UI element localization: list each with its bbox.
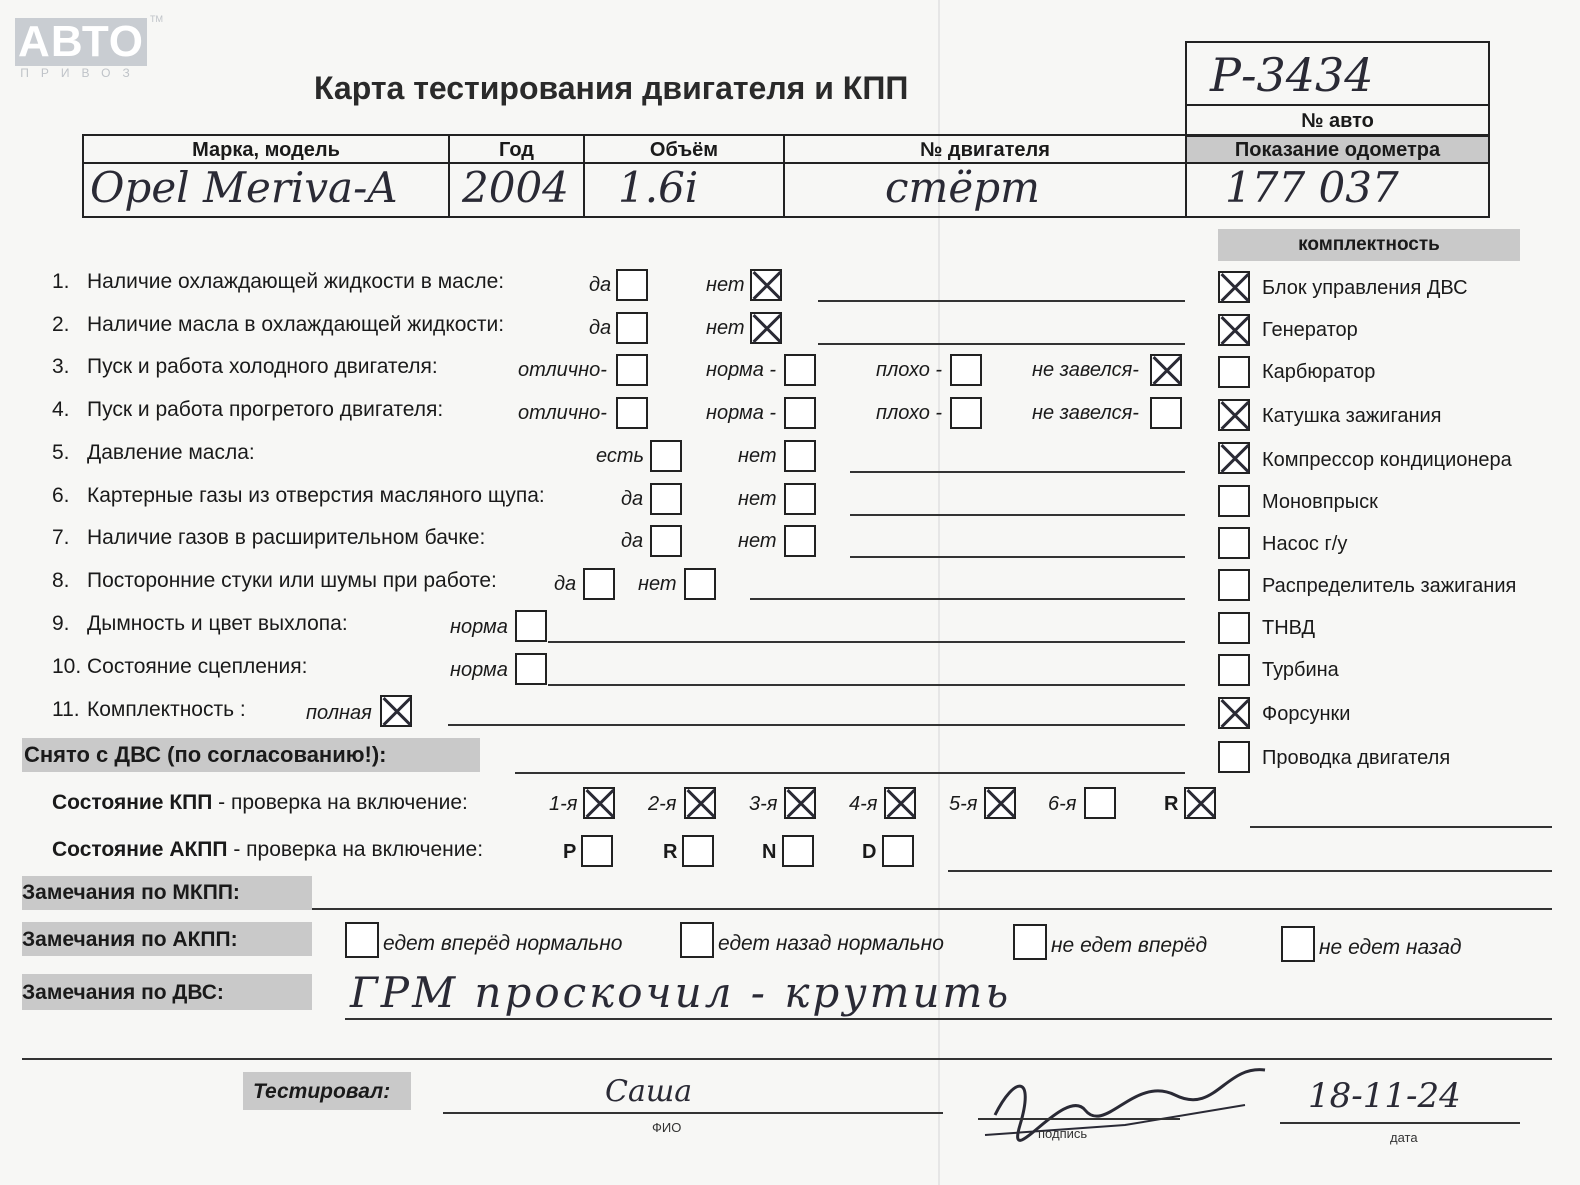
completeness-title: комплектность: [1298, 234, 1440, 255]
auto-number-value: Р-3434: [1210, 48, 1374, 102]
question-text: Наличие масла в охлаждающей жидкости:: [87, 313, 505, 336]
option-label: нет: [738, 488, 777, 510]
checkbox-bad[interactable]: [950, 354, 982, 386]
akpp-remark-checkbox[interactable]: [1013, 924, 1047, 960]
option-label: нет: [738, 530, 777, 552]
option-label: да: [589, 317, 612, 339]
mode-label: P: [563, 841, 577, 863]
option-label: отлично-: [518, 359, 607, 381]
question-text: Состояние сцепления:: [87, 655, 308, 678]
mode-label: N: [762, 841, 777, 863]
completeness-item: Карбюратор: [1262, 361, 1376, 383]
checkbox-no[interactable]: [784, 483, 816, 515]
removed-label: Снято с ДВС (по согласованию!):: [24, 742, 387, 767]
gear-checkbox[interactable]: [1084, 787, 1116, 819]
question-number: 6.: [52, 484, 70, 507]
checkbox-yes[interactable]: [583, 568, 615, 600]
auto-number-label: № авто: [1301, 110, 1374, 132]
gear-checkbox[interactable]: [583, 787, 615, 819]
checkbox-ac-compressor[interactable]: [1218, 442, 1250, 474]
odometer-label: Показание одометра: [1234, 139, 1441, 161]
question-text: Посторонние стуки или шумы при работе:: [87, 569, 497, 592]
checkbox-engine-wiring[interactable]: [1218, 741, 1250, 773]
checkbox-no[interactable]: [784, 440, 816, 472]
question-number: 9.: [52, 612, 70, 635]
option-label: не завелся-: [1032, 402, 1139, 424]
engine-number-value: стёрт: [885, 163, 1040, 212]
tested-label: Тестировал:: [253, 1080, 391, 1103]
test-date: 18-11-24: [1308, 1076, 1461, 1116]
option-label: нет: [738, 445, 777, 467]
akpp-remark-option: едет вперёд нормально: [383, 932, 623, 955]
checkbox-normal[interactable]: [784, 397, 816, 429]
question-text: Картерные газы из отверстия масляного щупа:: [87, 484, 545, 507]
checkbox-mono-injection[interactable]: [1218, 485, 1250, 517]
option-label: норма: [450, 659, 508, 681]
checkbox-normal[interactable]: [515, 653, 547, 685]
option-label: не завелся-: [1032, 359, 1139, 381]
option-label: плохо -: [876, 402, 943, 424]
gear-checkbox[interactable]: [784, 787, 816, 819]
gear-label: 6-я: [1048, 793, 1077, 815]
question-text: Комплектность :: [87, 698, 246, 721]
checkbox-not-started[interactable]: [1150, 397, 1182, 429]
checkbox-excellent[interactable]: [616, 397, 648, 429]
checkbox-not-started[interactable]: [1150, 354, 1182, 386]
question-number: 3.: [52, 355, 70, 378]
checkbox-yes[interactable]: [616, 312, 648, 344]
checkbox-excellent[interactable]: [616, 354, 648, 386]
kpp-label: Состояние КПП - проверка на включение:: [52, 791, 468, 814]
dvs-remarks-label: Замечания по ДВС:: [22, 981, 224, 1004]
question-text: Дымность и цвет выхлопа:: [87, 612, 348, 635]
option-label: норма -: [706, 402, 777, 424]
option-label: нет: [638, 573, 677, 595]
checkbox-power-steering-pump[interactable]: [1218, 527, 1250, 559]
question-text: Давление масла:: [87, 441, 255, 464]
option-label: отлично-: [518, 402, 607, 424]
checkbox-no[interactable]: [784, 525, 816, 557]
dvs-remarks-value: ГРМ проскочил - крутить: [350, 968, 1012, 1017]
option-label: норма -: [706, 359, 777, 381]
checkbox-yes[interactable]: [616, 269, 648, 301]
checkbox-full[interactable]: [380, 695, 412, 727]
checkbox-yes[interactable]: [650, 525, 682, 557]
gear-label: 3-я: [749, 793, 778, 815]
checkbox-injectors[interactable]: [1218, 697, 1250, 729]
question-number: 10.: [52, 655, 82, 678]
checkbox-carburetor[interactable]: [1218, 356, 1250, 388]
checkbox-turbine[interactable]: [1218, 654, 1250, 686]
gear-label: 4-я: [849, 793, 878, 815]
akpp-remarks-label: Замечания по АКПП:: [22, 928, 238, 951]
odometer-value: 177 037: [1225, 163, 1399, 212]
option-label: норма: [450, 616, 508, 638]
option-label: да: [621, 530, 644, 552]
gear-label: R: [1164, 793, 1179, 815]
mode-checkbox[interactable]: [682, 835, 714, 867]
akpp-remark-checkbox[interactable]: [345, 922, 379, 958]
question-text: Наличие охлаждающей жидкости в масле:: [87, 270, 505, 293]
volume-label: Объём: [649, 139, 719, 161]
option-label: есть: [596, 445, 645, 467]
gear-checkbox[interactable]: [684, 787, 716, 819]
question-number: 5.: [52, 441, 70, 464]
checkbox-yes[interactable]: [650, 440, 682, 472]
completeness-item: ТНВД: [1262, 617, 1316, 639]
checkbox-ecu[interactable]: [1218, 271, 1250, 303]
checkbox-generator[interactable]: [1218, 314, 1250, 346]
question-number: 1.: [52, 270, 70, 293]
brand-value: Opel Meriva-A: [90, 163, 398, 212]
option-label: плохо -: [876, 359, 943, 381]
question-text: Наличие газов в расширительном бачке:: [87, 526, 486, 549]
question-number: 7.: [52, 526, 70, 549]
logo-trademark: TM: [150, 14, 163, 24]
checkbox-distributor[interactable]: [1218, 569, 1250, 601]
question-text: Пуск и работа прогретого двигателя:: [87, 398, 444, 421]
fio-caption: ФИО: [652, 1120, 682, 1135]
mode-checkbox[interactable]: [882, 835, 914, 867]
checkbox-no[interactable]: [684, 568, 716, 600]
checkbox-no[interactable]: [750, 312, 782, 344]
akpp-label: Состояние АКПП - проверка на включение:: [52, 838, 484, 861]
completeness-item: Насос г/у: [1262, 533, 1348, 555]
option-label: полная: [306, 702, 372, 724]
checkbox-normal[interactable]: [784, 354, 816, 386]
completeness-item: Распределитель зажигания: [1262, 575, 1517, 597]
gear-label: 2-я: [648, 793, 677, 815]
akpp-remark-option: не едет назад: [1319, 936, 1462, 959]
completeness-item: Турбина: [1262, 659, 1339, 681]
option-label: да: [589, 274, 612, 296]
checkbox-normal[interactable]: [515, 610, 547, 642]
mode-label: D: [862, 841, 877, 863]
akpp-remark-checkbox[interactable]: [1281, 926, 1315, 962]
gear-checkbox[interactable]: [1184, 787, 1216, 819]
gear-label: 1-я: [549, 793, 578, 815]
logo-subtitle: ПРИВОЗ: [20, 66, 142, 80]
option-label: да: [621, 488, 644, 510]
question-text: Пуск и работа холодного двигателя:: [87, 355, 438, 378]
question-number: 2.: [52, 313, 70, 336]
gear-checkbox[interactable]: [884, 787, 916, 819]
date-caption: дата: [1390, 1130, 1418, 1145]
mode-label: R: [663, 841, 678, 863]
mkpp-remarks-label: Замечания по МКПП:: [22, 881, 240, 904]
mode-checkbox[interactable]: [581, 835, 613, 867]
engine-number-label: № двигателя: [920, 139, 1050, 161]
completeness-item: Катушка зажигания: [1262, 405, 1442, 427]
checkbox-yes[interactable]: [650, 483, 682, 515]
option-label: да: [554, 573, 577, 595]
completeness-item: Форсунки: [1262, 703, 1351, 725]
completeness-item: Блок управления ДВС: [1262, 277, 1468, 299]
checkbox-no[interactable]: [750, 269, 782, 301]
completeness-item: Компрессор кондиционера: [1262, 449, 1512, 471]
mode-checkbox[interactable]: [782, 835, 814, 867]
tester-name: Саша: [605, 1074, 693, 1109]
signature-scribble: [975, 1055, 1275, 1145]
checkbox-bad[interactable]: [950, 397, 982, 429]
year-label: Год: [499, 139, 534, 161]
brand-label: Марка, модель: [192, 139, 340, 161]
completeness-item: Моновпрыск: [1262, 491, 1378, 513]
akpp-remark-option: не едет вперёд: [1051, 934, 1208, 957]
year-value: 2004: [462, 163, 569, 212]
akpp-remark-option: едет назад нормально: [718, 932, 944, 955]
question-number: 8.: [52, 569, 70, 592]
checkbox-injection-pump[interactable]: [1218, 612, 1250, 644]
option-label: нет: [706, 274, 745, 296]
logo: АВТО: [15, 18, 147, 66]
signature-caption: подпись: [1038, 1126, 1088, 1141]
akpp-remark-checkbox[interactable]: [680, 922, 714, 958]
question-number: 4.: [52, 398, 70, 421]
checkbox-ignition-coil[interactable]: [1218, 399, 1250, 431]
volume-value: 1.6i: [618, 163, 699, 212]
question-number: 11.: [52, 698, 80, 721]
gear-label: 5-я: [949, 793, 978, 815]
document-title: Карта тестирования двигателя и КПП: [314, 70, 909, 106]
option-label: нет: [706, 317, 745, 339]
completeness-item: Проводка двигателя: [1262, 747, 1451, 769]
completeness-item: Генератор: [1262, 319, 1358, 341]
gear-checkbox[interactable]: [984, 787, 1016, 819]
